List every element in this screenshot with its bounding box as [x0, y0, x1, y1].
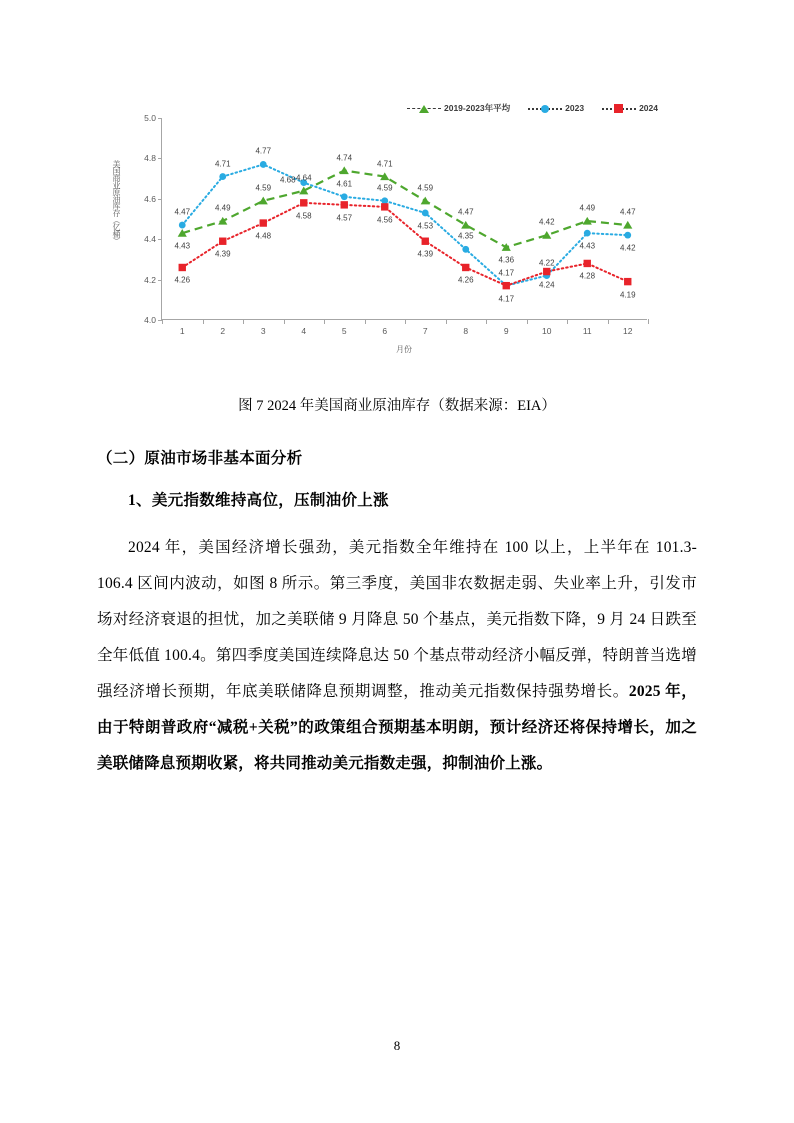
figure-caption: 图 7 2024 年美国商业原油库存（数据来源：EIA） [238, 398, 556, 414]
sub-heading: 1、美元指数维持高位，压制油价上涨 [128, 492, 389, 509]
data-point-label: 4.28 [579, 271, 596, 281]
legend-label-2023: 2023 [565, 103, 585, 113]
legend-item-2024 [602, 103, 658, 113]
y-axis-tick-label: 4.4 [144, 234, 156, 245]
body-paragraph: 2024 年，美国经济增长强劲，美元指数全年维持在 100 以上，上半年在 101.3-106.4 区间内波动，如图 8 所示。第三季度，美国非农数据走弱、失业率上升，引发市场对经济衰退的担忧，加之美联储 9 月降息 50 个基点，美元指数下降，9 月 24 日跌至全年低值 100.4。第四季度美国连续降息达 50 个基点带动经济小幅反弹，特朗普当选增强经济增长预期，年底美联储降息预期调整，推动美元指数保持强势增长。2025 年，由于特朗普政府“减税+关税”的政策组合预期基本明朗，预计经济还将保持增长，加之美联储降息预期收紧，将共同推动美元指数走强，抑制油价上涨。 [97, 539, 698, 772]
square-marker-icon [614, 104, 623, 113]
data-point-label: 4.71 [376, 159, 393, 169]
data-point-label: 4.26 [457, 275, 474, 285]
x-axis-tick-label: 9 [503, 326, 509, 336]
data-point-label: 4.57 [336, 213, 353, 223]
data-point-marker [422, 210, 429, 217]
data-point-label: 4.17 [498, 294, 515, 304]
x-axis-tick [365, 319, 366, 324]
data-point-label: 4.61 [336, 179, 353, 189]
data-point-marker [260, 219, 267, 226]
data-point-label: 4.39 [417, 249, 434, 259]
data-point-label: 4.24 [538, 280, 555, 290]
y-axis-title: 美国商业原油库存（亿桶） [112, 160, 121, 244]
chart [112, 100, 677, 360]
legend-line-average [407, 103, 441, 113]
data-point-label: 4.68 [279, 175, 296, 185]
data-point-marker [260, 161, 267, 168]
chart-plot-area [144, 113, 647, 336]
data-point-label: 4.53 [417, 221, 434, 231]
data-point-marker [584, 260, 591, 267]
data-point-label: 4.49 [579, 203, 596, 213]
data-point-label: 4.22 [538, 258, 555, 268]
y-axis-tick [158, 280, 162, 281]
body-text [97, 446, 697, 782]
data-point-marker [462, 246, 469, 253]
y-axis-tick-label: 5.0 [144, 113, 156, 123]
legend-item-average [407, 102, 510, 114]
data-point-label: 4.35 [457, 231, 474, 241]
data-point-label: 4.17 [498, 268, 515, 278]
data-point-label: 4.58 [295, 211, 312, 221]
data-point-label: 4.59 [255, 183, 272, 193]
data-point-label: 4.56 [376, 215, 393, 225]
y-axis-tick [158, 239, 162, 240]
data-point-label: 4.71 [214, 159, 231, 169]
data-point-label: 4.43 [579, 241, 596, 251]
data-point-label: 4.26 [174, 275, 191, 285]
x-axis-tick [243, 319, 244, 324]
data-point-marker [584, 230, 591, 237]
data-point-marker [219, 238, 226, 245]
x-axis-tick-label: 10 [542, 326, 552, 336]
data-point-marker [422, 238, 429, 245]
data-point-label: 4.59 [376, 183, 393, 193]
data-point-marker [179, 222, 186, 229]
x-axis-tick-label: 3 [260, 326, 266, 336]
x-axis-tick [567, 319, 568, 324]
x-axis-tick-label: 1 [179, 326, 185, 336]
x-axis-tick [608, 319, 609, 324]
data-point-marker [462, 264, 469, 271]
data-point-marker [341, 193, 348, 200]
x-axis-tick-label: 7 [422, 326, 428, 336]
data-point-marker [623, 221, 632, 229]
data-point-label: 4.42 [619, 243, 636, 253]
x-axis-tick [486, 319, 487, 324]
series-line-2023 [182, 164, 628, 285]
x-axis-tick [527, 319, 528, 324]
data-point-marker [381, 203, 388, 210]
x-axis-tick [162, 319, 163, 324]
x-axis-tick [203, 319, 204, 324]
y-axis-tick [158, 118, 162, 119]
x-axis-tick-label: 5 [341, 326, 347, 336]
data-point-marker [300, 199, 307, 206]
data-point-marker [218, 217, 227, 225]
data-point-marker [502, 243, 511, 251]
x-axis-title: 月份 [396, 345, 412, 354]
data-point-label: 4.36 [498, 255, 515, 265]
data-point-label: 4.47 [174, 207, 191, 217]
figure-chart-block [97, 100, 697, 415]
x-axis-tick-label: 4 [301, 326, 307, 336]
y-axis-tick-label: 4.8 [144, 153, 156, 164]
x-axis-tick-label: 11 [582, 326, 592, 336]
data-point-label: 4.47 [457, 207, 474, 217]
data-point-label: 4.59 [417, 183, 434, 193]
y-axis-tick-label: 4.6 [144, 193, 156, 204]
data-point-marker [341, 201, 348, 208]
data-point-label: 4.64 [295, 173, 312, 183]
legend-item-2023 [528, 103, 584, 113]
legend-line-2023 [528, 103, 562, 113]
y-axis-tick-label: 4.0 [144, 315, 156, 325]
data-point-marker [299, 187, 308, 195]
data-point-marker [543, 268, 550, 275]
data-point-label: 4.43 [174, 241, 191, 251]
data-point-marker [421, 197, 430, 205]
data-point-label: 4.39 [214, 249, 231, 259]
triangle-marker-icon [419, 105, 429, 113]
data-point-label: 4.42 [538, 217, 555, 227]
data-point-marker [624, 232, 631, 239]
y-axis-tick-label: 4.2 [144, 274, 156, 285]
data-point-label: 4.74 [336, 153, 353, 163]
circle-marker-icon [540, 104, 550, 114]
series-line-2019-2023年平均 [182, 171, 628, 248]
data-point-marker [542, 231, 551, 239]
legend-line-2024 [602, 103, 636, 113]
x-axis-tick [324, 319, 325, 324]
chart-legend [407, 102, 658, 114]
x-axis-tick [284, 319, 285, 324]
data-point-label: 4.77 [255, 146, 272, 156]
x-axis-tick [648, 319, 649, 324]
data-point-marker [340, 166, 349, 174]
y-axis-tick [158, 199, 162, 200]
page-number: 8 [393, 1038, 401, 1053]
x-axis-tick-label: 6 [382, 326, 388, 336]
x-axis-tick-label: 8 [463, 326, 469, 336]
data-point-marker [503, 282, 510, 289]
series-line-2024 [182, 203, 628, 286]
section-heading: （二）原油市场非基本面分析 [97, 450, 303, 467]
y-axis-tick [158, 158, 162, 159]
data-point-label: 4.19 [619, 290, 636, 300]
data-point-marker [259, 197, 268, 205]
data-point-marker [624, 278, 631, 285]
legend-label-average: 2019-2023年平均 [444, 103, 511, 113]
x-axis-tick [405, 319, 406, 324]
data-point-label: 4.47 [619, 207, 636, 217]
x-axis-tick-label: 2 [220, 326, 226, 336]
data-point-marker [179, 264, 186, 271]
data-point-label: 4.48 [255, 231, 272, 241]
data-point-marker [219, 173, 226, 180]
data-point-label: 4.49 [214, 203, 231, 213]
chart-series-svg [162, 118, 648, 320]
x-axis-tick-label: 12 [623, 326, 633, 336]
x-axis-tick [446, 319, 447, 324]
legend-label-2024: 2024 [639, 103, 658, 113]
